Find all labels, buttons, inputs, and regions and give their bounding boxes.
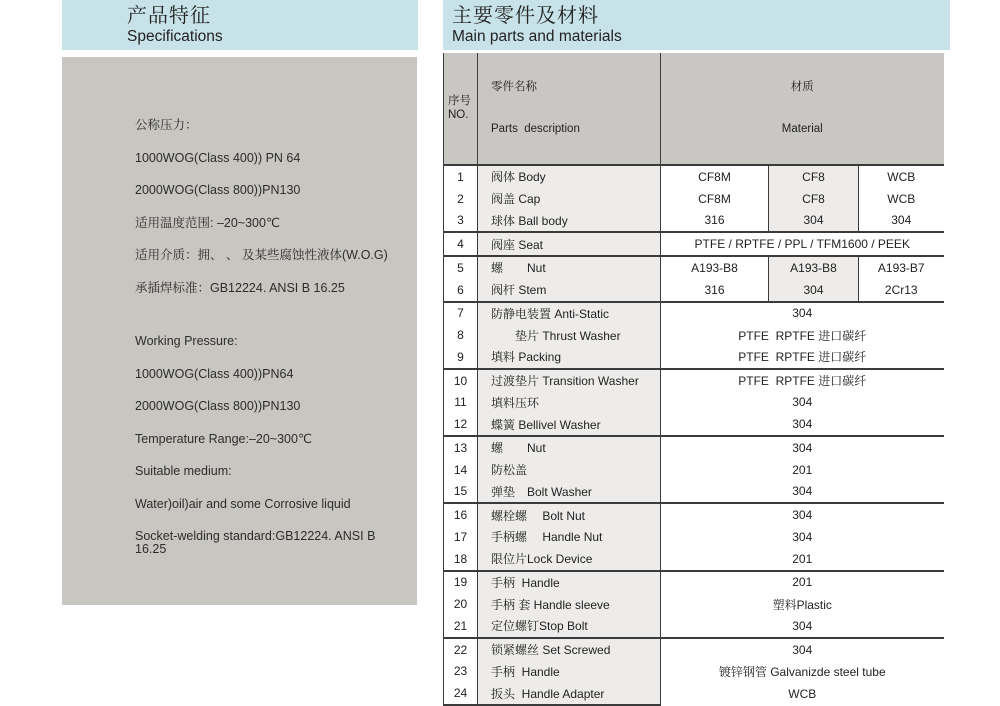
- parts-table-body: [444, 53, 944, 705]
- table-row: [444, 503, 944, 526]
- table-row: [444, 324, 944, 346]
- material-value: CF8M: [698, 191, 731, 206]
- material-value: 塑料Plastic: [772, 597, 832, 612]
- material-value: 2Cr13: [859, 279, 944, 302]
- part-name: 扳头 Handle Adapter: [478, 682, 661, 705]
- header-material: 材质 Material: [661, 53, 944, 165]
- part-name: 阀座 Seat: [478, 232, 661, 256]
- material-value: A193-B8: [769, 256, 859, 279]
- parts-header: [443, 0, 950, 50]
- spec-group-english: [135, 335, 407, 555]
- spec-line: 1000WOG(Class 400)) PN 64: [135, 150, 301, 165]
- table-row: [444, 548, 944, 571]
- spec-line: 公称压力：: [135, 118, 198, 132]
- row-no: 14: [444, 459, 478, 481]
- material-value: PTFE RPTFE 进口碳纤: [738, 328, 867, 343]
- part-name: 球体 Ball body: [478, 210, 661, 233]
- material-value: CF8: [769, 165, 859, 188]
- part-name: 定位螺钉Stop Bolt: [478, 615, 661, 638]
- part-name: 防静电装置 Anti-Static: [478, 302, 661, 325]
- table-row: [444, 369, 944, 392]
- spec-line: 适用介质：拥、 、 及某些腐蚀性液体(W.O.G): [135, 248, 388, 262]
- part-name: 螺栓螺 Bolt Nut: [478, 503, 661, 526]
- material-value: 201: [661, 548, 944, 571]
- table-row: [444, 571, 944, 594]
- table-row: [444, 188, 944, 210]
- part-name: 填料压环: [478, 392, 661, 414]
- table-row: [444, 232, 944, 256]
- part-name: 手柄 Handle: [478, 571, 661, 594]
- table-row: [444, 615, 944, 638]
- table-row: [444, 661, 944, 683]
- material-value: PTFE / RPTFE / PPL / TFM1600 / PEEK: [661, 232, 944, 256]
- row-no: 17: [444, 526, 478, 548]
- part-name: 手柄螺 Handle Nut: [478, 526, 661, 548]
- spec-line: Temperature Range:–20~300℃: [135, 431, 313, 446]
- material-value: 304: [769, 279, 859, 302]
- material-value: 304: [661, 481, 944, 504]
- specifications-title-zh: 产品特征: [127, 5, 211, 27]
- table-row: [444, 413, 944, 436]
- row-no: 10: [444, 369, 478, 392]
- table-row: [444, 279, 944, 302]
- material-value: A193-B7: [859, 256, 944, 279]
- material-value: PTFE RPTFE 进口碳纤: [738, 374, 867, 389]
- row-no: 11: [444, 392, 478, 414]
- part-name: 阀盖 Cap: [478, 188, 661, 210]
- row-no: 2: [444, 188, 478, 210]
- row-no: 3: [444, 210, 478, 233]
- part-name: 手柄 套 Handle sleeve: [478, 593, 661, 615]
- row-no: 12: [444, 413, 478, 436]
- material-value: 304: [792, 508, 813, 523]
- row-no: 7: [444, 302, 478, 325]
- row-no: 1: [444, 165, 478, 188]
- material-value: 304: [792, 440, 813, 455]
- parts-title-zh: 主要零件及材料: [452, 5, 599, 27]
- part-name: 螺 Nut: [478, 256, 661, 279]
- part-name: 锁紧螺丝 Set Screwed: [478, 638, 661, 661]
- table-row: [444, 302, 944, 325]
- row-no: 19: [444, 571, 478, 594]
- spec-line: Suitable medium:: [135, 464, 232, 478]
- material-value: 304: [792, 395, 813, 410]
- row-no: 18: [444, 548, 478, 571]
- row-no: 24: [444, 682, 478, 705]
- material-value: CF8M: [698, 169, 731, 184]
- spec-line: Water)oil)air and some Corrosive liquid: [135, 496, 351, 511]
- part-name: 垫片 Thrust Washer: [478, 324, 661, 346]
- material-value: 镀锌钢管 Galvanizde steel tube: [718, 664, 886, 679]
- part-name: 螺 Nut: [478, 436, 661, 459]
- part-name: 防松盖: [478, 459, 661, 481]
- part-name: 阀体 Body: [478, 165, 661, 188]
- row-no: 21: [444, 615, 478, 638]
- material-value: 304: [769, 210, 859, 233]
- material-value: WCB: [859, 188, 944, 210]
- material-value: A193-B8: [691, 260, 738, 275]
- row-no: 9: [444, 346, 478, 369]
- material-value: 316: [661, 279, 769, 302]
- table-row: [444, 526, 944, 548]
- table-row: [444, 638, 944, 661]
- header-parts-description: 零件名称 Parts description: [478, 53, 661, 165]
- row-no: 8: [444, 324, 478, 346]
- spec-line: Socket-welding standard:GB12224. ANSI B 16.25: [135, 529, 379, 556]
- material-value: WCB: [788, 686, 817, 701]
- material-value: 304: [792, 642, 813, 657]
- part-name: 限位片Lock Device: [478, 548, 661, 571]
- spec-line: 2000WOG(Class 800))PN130: [135, 183, 301, 197]
- part-name: 弹垫 Bolt Washer: [478, 481, 661, 504]
- material-value: 201: [792, 575, 813, 590]
- specifications-title-en: Specifications: [127, 28, 223, 45]
- material-value: 304: [661, 615, 944, 638]
- row-no: 13: [444, 436, 478, 459]
- material-value: 316: [661, 210, 769, 233]
- row-no: 4: [444, 232, 478, 256]
- row-no: 16: [444, 503, 478, 526]
- table-row: [444, 459, 944, 481]
- spec-line: Working Pressure:: [135, 334, 238, 348]
- table-row: [444, 593, 944, 615]
- row-no: 22: [444, 638, 478, 661]
- material-value: 304: [859, 210, 944, 233]
- part-name: 手柄 Handle: [478, 661, 661, 683]
- material-value: 201: [792, 462, 813, 477]
- spec-line: 承插焊标准：GB12224. ANSI B 16.25: [135, 280, 345, 295]
- row-no: 15: [444, 481, 478, 504]
- material-value: PTFE RPTFE 进口碳纤: [661, 346, 944, 369]
- spec-line: 1000WOG(Class 400))PN64: [135, 366, 294, 381]
- parts-title-en: Main parts and materials: [452, 28, 622, 45]
- part-name: 填料 Packing: [478, 346, 661, 369]
- material-value: CF8: [769, 188, 859, 210]
- specifications-box: [62, 57, 417, 605]
- row-no: 20: [444, 593, 478, 615]
- table-row: [444, 256, 944, 279]
- header-no: 序号 NO.: [444, 53, 478, 165]
- table-row: [444, 436, 944, 459]
- material-value: WCB: [859, 165, 944, 188]
- table-header-row: [444, 53, 944, 165]
- part-name: 阀杆 Stem: [478, 279, 661, 302]
- table-row: [444, 346, 944, 369]
- material-value: 304: [792, 529, 813, 544]
- table-row: [444, 392, 944, 414]
- specifications-header: [62, 0, 418, 50]
- row-no: 5: [444, 256, 478, 279]
- spec-line: 2000WOG(Class 800))PN130: [135, 399, 301, 413]
- part-name: 蝶簧 Bellivel Washer: [478, 413, 661, 436]
- row-no: 6: [444, 279, 478, 302]
- material-value: 304: [661, 413, 944, 436]
- spec-group-chinese: [135, 119, 407, 294]
- table-row: [444, 682, 944, 705]
- table-row: [444, 481, 944, 504]
- material-value: 304: [792, 306, 813, 321]
- row-no: 23: [444, 661, 478, 683]
- table-row: [444, 165, 944, 188]
- table-row: [444, 210, 944, 233]
- parts-table: [443, 53, 943, 706]
- spec-line: 适用温度范围: –20~300℃: [135, 215, 280, 230]
- part-name: 过渡垫片 Transition Washer: [478, 369, 661, 392]
